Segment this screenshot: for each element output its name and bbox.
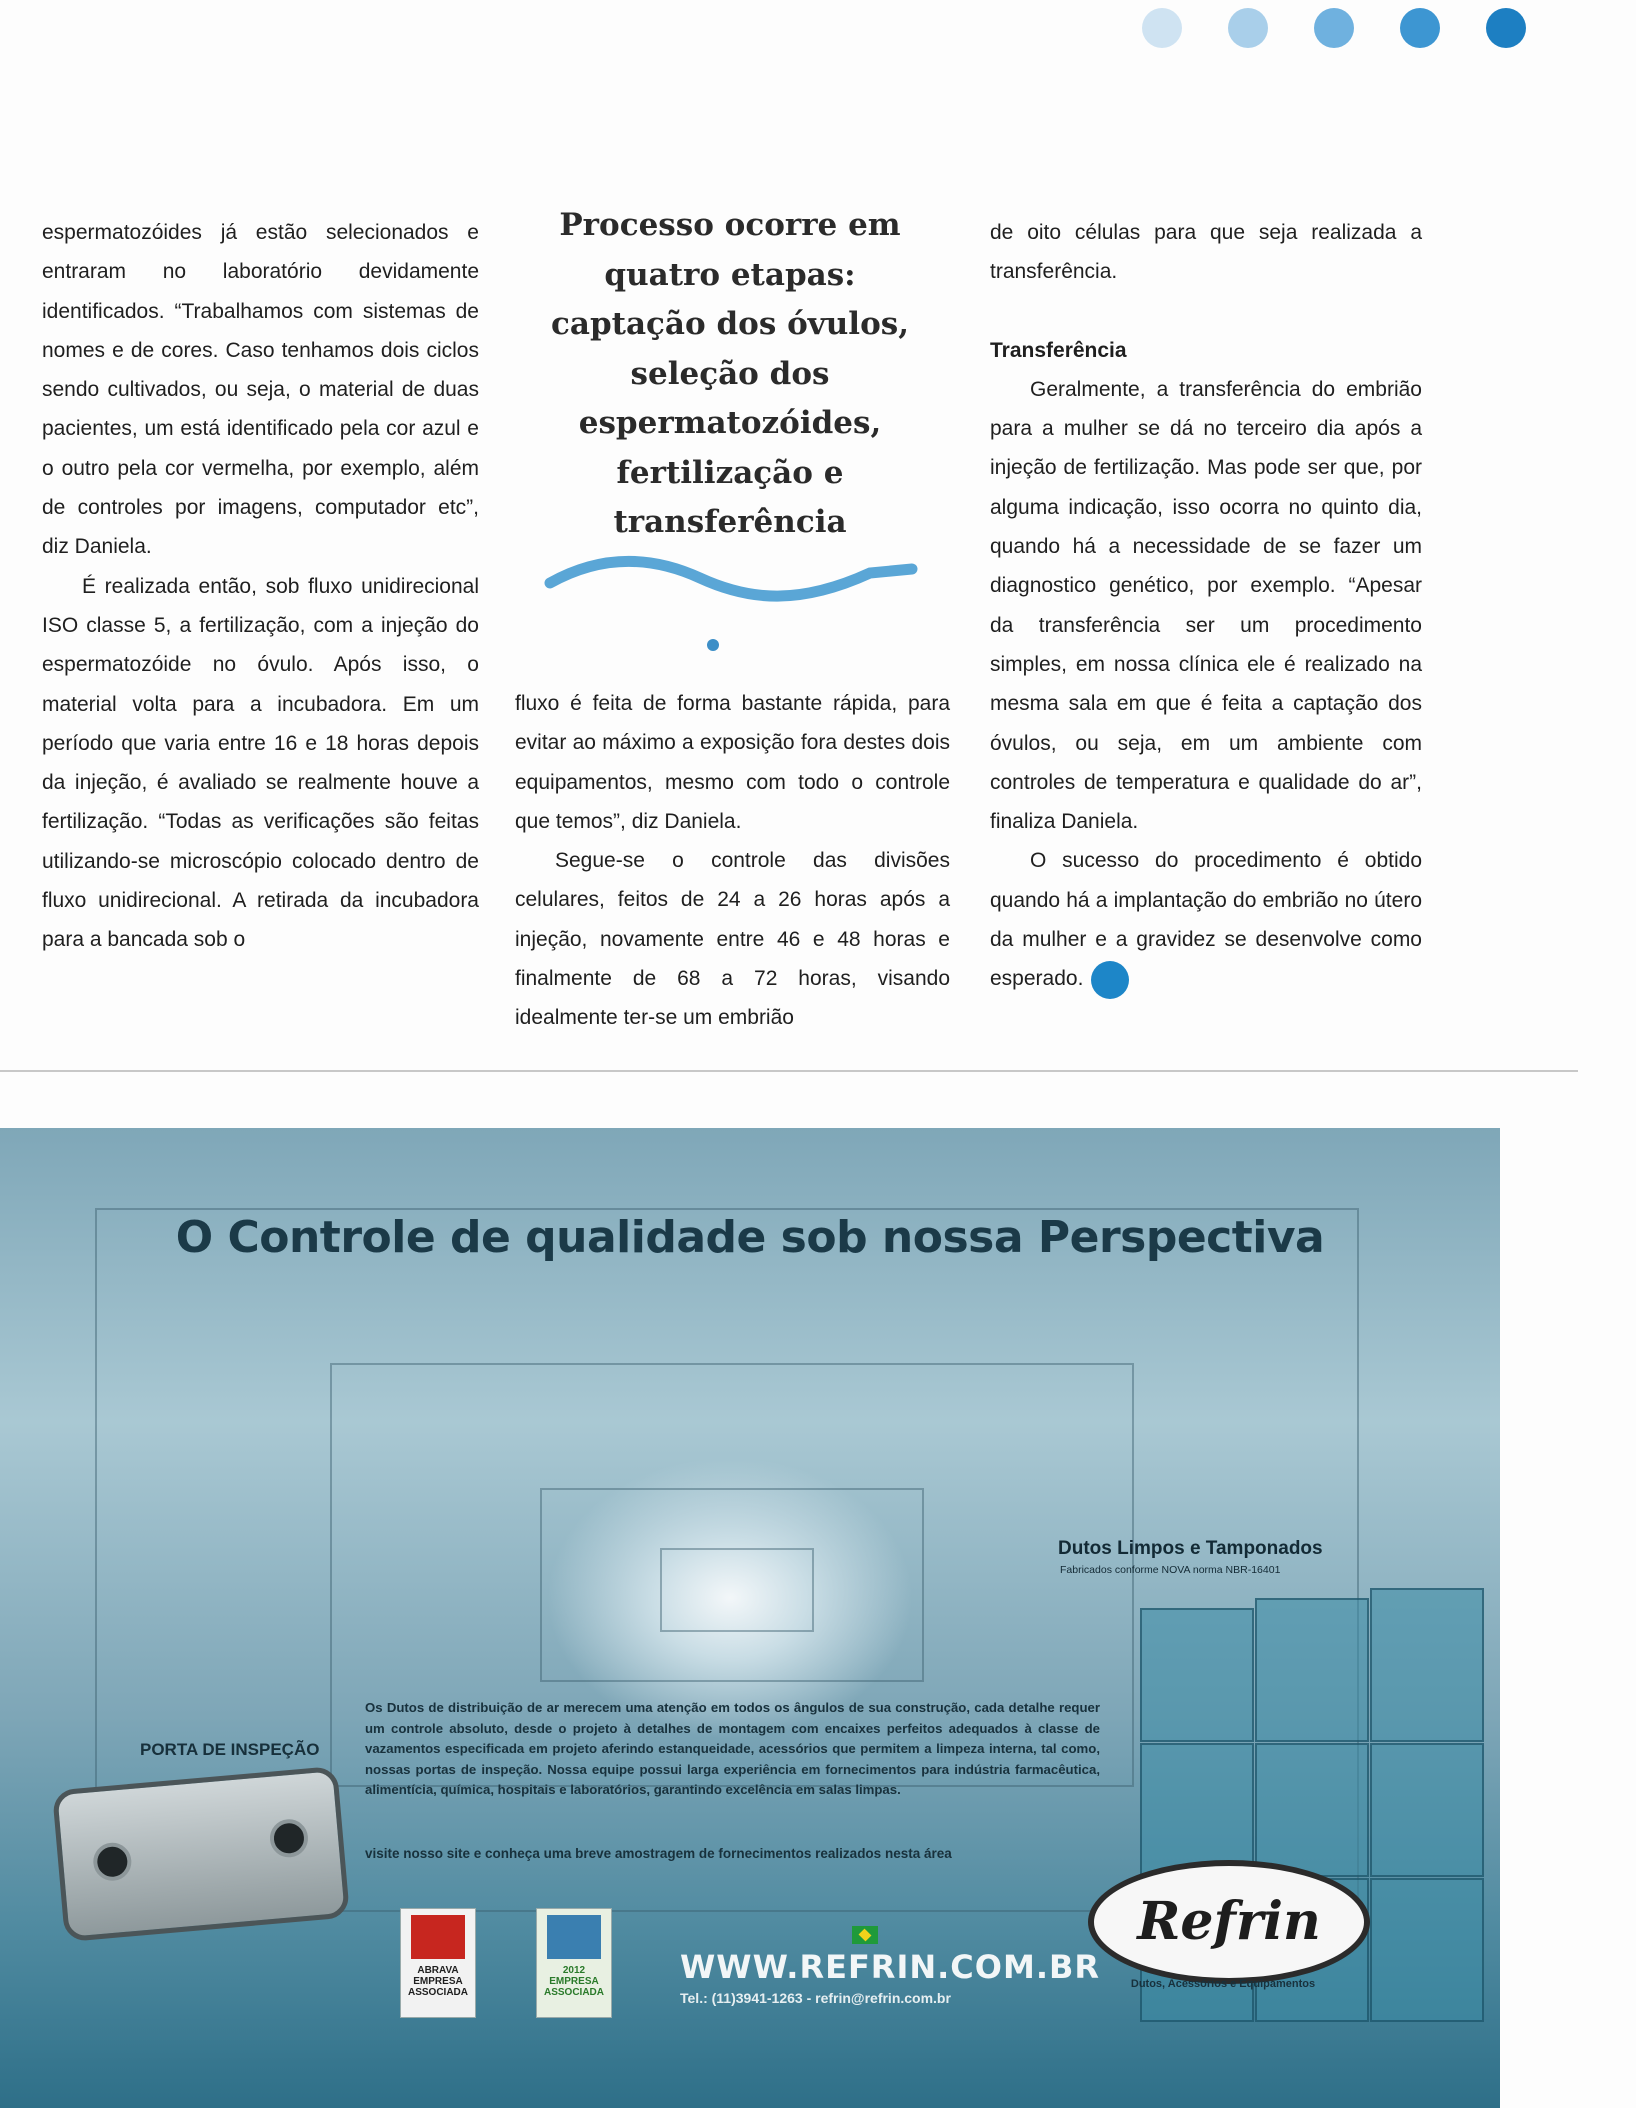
association-badge [536, 1908, 612, 2018]
association-badge-text: 2012 EMPRESA ASSOCIADA [543, 1965, 604, 1998]
article-column-2 [515, 684, 950, 1038]
header-dot [1142, 8, 1182, 48]
article-paragraph: Segue-se o controle das divisões celulares, feitos de 24 a 26 horas após a injeção, novamente entre 46 e 48 horas e finalmente de 68 a 72 horas, visando idealmente ter-se um embrião [515, 849, 950, 1030]
article-paragraph: de oito células para que seja realizada a transferência. [990, 221, 1422, 284]
section-subheading: Transferência [990, 338, 1127, 362]
pull-quote: Processo ocorre em quatro etapas: captação dos óvulos, seleção dos espermatozóides, fertilização e transferência [551, 207, 909, 540]
header-dot [1314, 8, 1354, 48]
abrava-badge-text: ABRAVA EMPRESA ASSOCIADA [407, 1965, 468, 1998]
article-paragraph: Geralmente, a transferência do embrião para a mulher se dá no terceiro dia após a injeção de fertilização. Mas pode ser que, por alguma indicação, isso ocorra no quinto dia, quando há a necessidade de se fazer um diagnostico genético, por exemplo. “Apesar da transferência ser um procedimento simples, em nossa clínica ele é realizado na mesma sala em que é feita a captação dos óvulos, ou seja, em um ambiente com controles de temperatura e qualidade do ar”, finaliza Daniela. [990, 377, 1422, 834]
header-dot [1228, 8, 1268, 48]
article-paragraph [990, 841, 1422, 998]
header-dot [1400, 8, 1440, 48]
ad-title: O Controle de qualidade sob nossa Perspectiva [175, 1212, 1325, 1263]
ad-body-text: Os Dutos de distribuição de ar merecem uma atenção em todos os ângulos de sua construção, cada detalhe requer um controle absoluto, desde o projeto à detalhes de montagem com encaixes perfeitos adequados à classe de vazamentos especificada em projeto aferindo estanqueidade, acessórios que permitem a limpeza interna, tal como, nossas portas de inspeção. Nossa equipe possui larga experiência em fornecimentos para indústria farmacêutica, alimentícia, química, hospitais e laboratórios, garantindo excelência em salas limpas. [365, 1700, 1100, 1797]
abrava-badge [400, 1908, 476, 2018]
refrin-logo: Refrin [1088, 1860, 1370, 1984]
article-final-text: O sucesso do procedimento é obtido quando há a implantação do embrião no útero da mulher e a gravidez se desenvolve como esperado. [990, 849, 1422, 991]
duct-perspective-frame [660, 1548, 814, 1632]
article-paragraph: fluxo é feita de forma bastante rápida, para evitar ao máximo a exposição fora destes dois equipamentos, mesmo com todo o controle que temos”, diz Daniela. [515, 692, 950, 833]
article-column-3 [990, 213, 1422, 999]
porta-label: PORTA DE INSPEÇÃO [140, 1740, 320, 1759]
wave-divider-icon [540, 553, 920, 653]
article-paragraph: espermatozóides já estão selecionados e entraram no laboratório devidamente identificados. “Trabalhamos com sistemas de nomes e de cores. Caso tenhamos dois ciclos sendo cultivados, ou seja, o material de duas pacientes, um está identificado pela cor azul e o outro pela cor vermelha, por exemplo, além de controles por imagens, computador etc”, diz Daniela. [42, 221, 479, 559]
website-url[interactable]: WWW.REFRIN.COM.BR [680, 1948, 1100, 1986]
header-dots [1142, 8, 1526, 48]
end-mark-icon [1091, 961, 1129, 999]
section-divider [0, 1070, 1578, 1072]
contact-info: Tel.: (11)3941-1263 - refrin@refrin.com.br [680, 1990, 951, 2006]
brazil-flag-icon [852, 1926, 878, 1944]
article-column-1 [42, 213, 479, 960]
advertisement [0, 1128, 1500, 2108]
dutos-heading: Dutos Limpos e Tamponados [1058, 1538, 1323, 1559]
dutos-subheading: Fabricados conforme NOVA norma NBR-16401 [1060, 1564, 1281, 1576]
refrin-tagline: Dutos, Acessórios e Equipamentos [1130, 1978, 1316, 1990]
ad-visit-text: visite nosso site e conheça uma breve amostragem de fornecimentos realizados nesta área [365, 1846, 952, 1861]
header-dot [1486, 8, 1526, 48]
inspection-door-image [52, 1766, 350, 1942]
article-paragraph: É realizada então, sob fluxo unidirecional ISO classe 5, a fertilização, com a injeção do espermatozóide no óvulo. Após isso, o material volta para a incubadora. Em um período que varia entre 16 e 18 horas depois da injeção, é avaliado se realmente houve a fertilização. “Todas as verificações são feitas utilizando-se microscópio colocado dentro de fluxo unidirecional. A retirada da incubadora para a bancada sob o [42, 574, 479, 952]
